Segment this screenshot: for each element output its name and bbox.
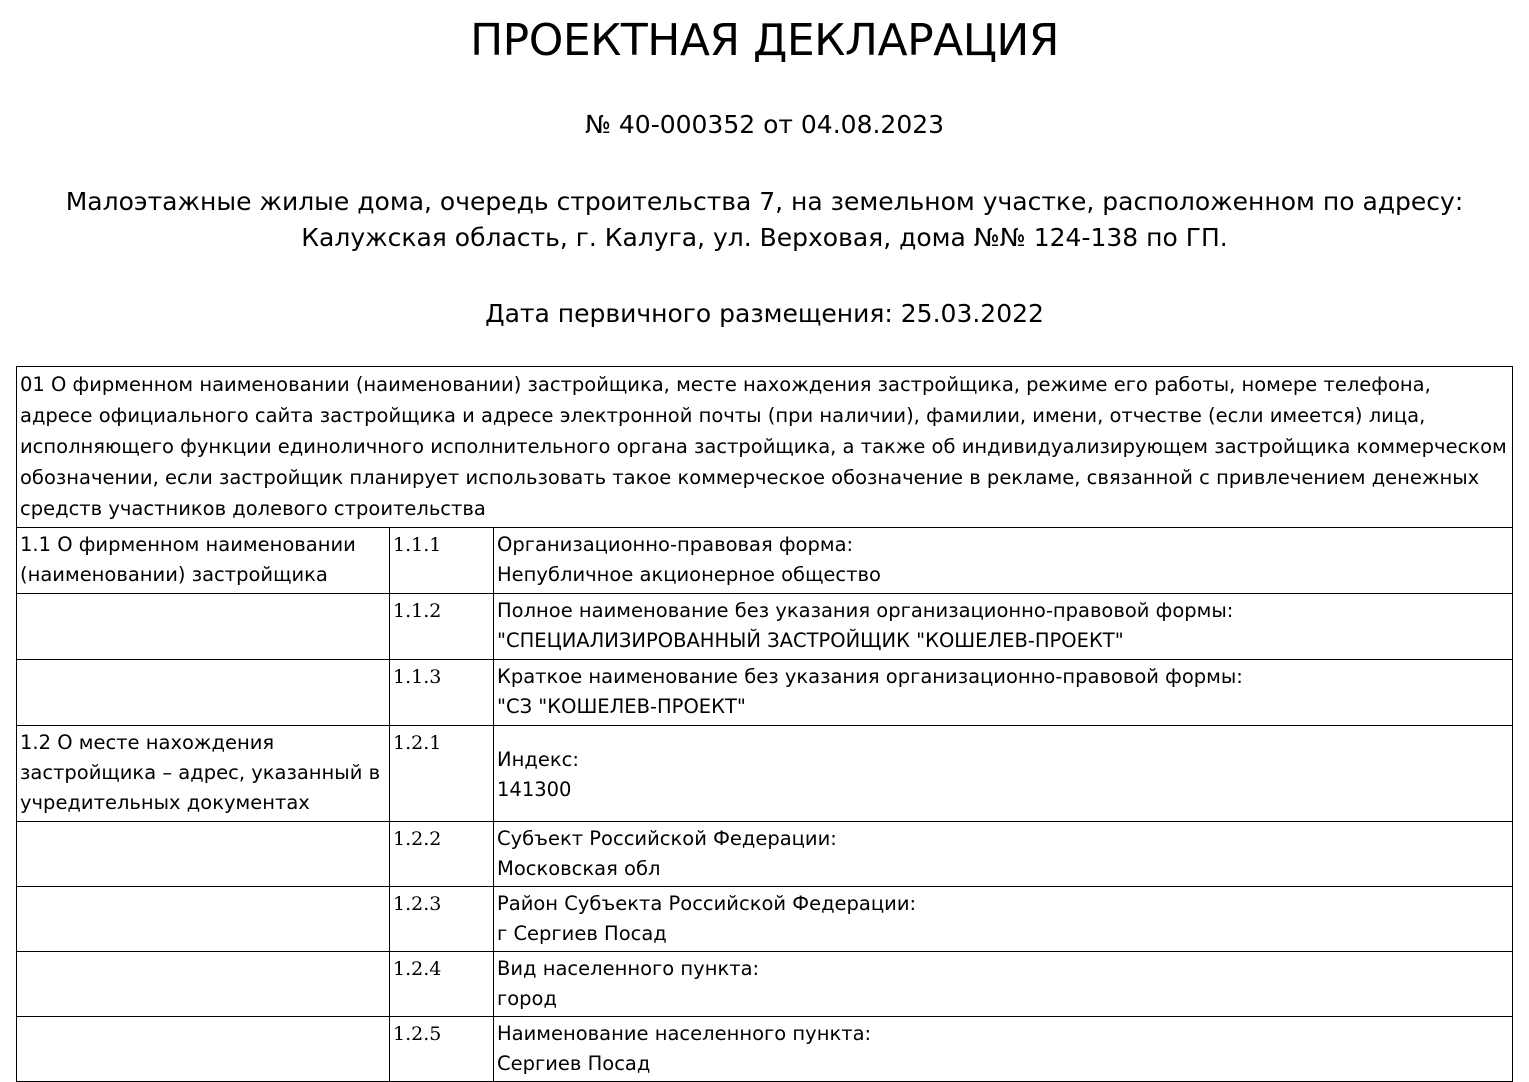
field-value: г Сергиев Посад (497, 922, 667, 945)
field-value: Сергиев Посад (497, 1052, 651, 1075)
field-cell (494, 660, 1513, 726)
item-code: 1.2.1 (390, 726, 494, 822)
item-code: 1.2.4 (390, 952, 494, 1017)
subsection-cell (17, 1017, 390, 1082)
field-label: Краткое наименование без указания организационно-правовой формы: (497, 665, 1243, 688)
declaration-number: № 40-000352 от 04.08.2023 (584, 110, 945, 139)
field-cell (494, 952, 1513, 1017)
field-label: Субъект Российской Федерации: (497, 827, 837, 850)
field-cell (494, 528, 1513, 594)
item-code: 1.2.5 (390, 1017, 494, 1082)
table-row (17, 1017, 1513, 1082)
field-value: город (497, 987, 557, 1010)
item-code: 1.1.1 (390, 528, 494, 594)
field-cell (494, 822, 1513, 887)
subsection-cell: 1.1 О фирменном наименовании (наименовании) застройщика (17, 528, 390, 594)
document-title: ПРОЕКТНАЯ ДЕКЛАРАЦИЯ (470, 15, 1059, 66)
field-cell (494, 594, 1513, 660)
item-code: 1.2.3 (390, 887, 494, 952)
field-value: "СЗ "КОШЕЛЕВ-ПРОЕКТ" (497, 695, 746, 718)
item-code: 1.1.2 (390, 594, 494, 660)
field-label: Полное наименование без указания организационно-правовой формы: (497, 599, 1234, 622)
first-placement-date: Дата первичного размещения: 25.03.2022 (485, 299, 1044, 328)
subsection-cell (17, 952, 390, 1017)
field-cell (494, 726, 1513, 822)
field-cell (494, 1017, 1513, 1082)
field-label: Наименование населенного пункта: (497, 1022, 872, 1045)
field-value: "СПЕЦИАЛИЗИРОВАННЫЙ ЗАСТРОЙЩИК "КОШЕЛЕВ-ПРОЕКТ" (497, 629, 1124, 652)
field-label: Индекс: (497, 747, 579, 771)
table-row (17, 660, 1513, 726)
field-label: Организационно-правовая форма: (497, 533, 854, 556)
item-code: 1.2.2 (390, 822, 494, 887)
subsection-cell (17, 660, 390, 726)
table-row (17, 726, 1513, 822)
section-01-header: 01 О фирменном наименовании (наименовании) застройщика, месте нахождения застройщика, режиме его работы, номере телефона, адресе официального сайта застройщика и адресе электронной почты (при наличии), фамилии, имени, отчестве (если имеется) лица, исполняющего функции единоличного исполнительного органа застройщика, а также об индивидуализирующем застройщика коммерческом обозначении, если застройщик планирует использовать такое коммерческое обозначение в рекламе, связанной с привлечением денежных средств участников долевого строительства (17, 367, 1513, 528)
object-description (0, 184, 1529, 256)
field-label: Район Субъекта Российской Федерации: (497, 892, 917, 915)
subsection-cell (17, 594, 390, 660)
field-value: 141300 (497, 777, 572, 801)
subsection-cell (17, 822, 390, 887)
object-description-line: Малоэтажные жилые дома, очередь строительства 7, на земельном участке, расположенном по адресу: (65, 187, 1464, 216)
subsection-cell (17, 887, 390, 952)
table-row (17, 952, 1513, 1017)
field-value: Непубличное акционерное общество (497, 563, 881, 586)
field-label: Вид населенного пункта: (497, 957, 760, 980)
declaration-table (16, 366, 1513, 1082)
item-code: 1.1.3 (390, 660, 494, 726)
table-row (17, 887, 1513, 952)
field-cell (494, 887, 1513, 952)
object-description-line: Калужская область, г. Калуга, ул. Верховая, дома №№ 124-138 по ГП. (301, 223, 1228, 252)
section-header-row (17, 367, 1513, 528)
table-row (17, 822, 1513, 887)
table-row (17, 528, 1513, 594)
subsection-cell: 1.2 О месте нахождения застройщика – адрес, указанный в учредительных документах (17, 726, 390, 822)
table-row (17, 594, 1513, 660)
field-value: Московская обл (497, 857, 661, 880)
